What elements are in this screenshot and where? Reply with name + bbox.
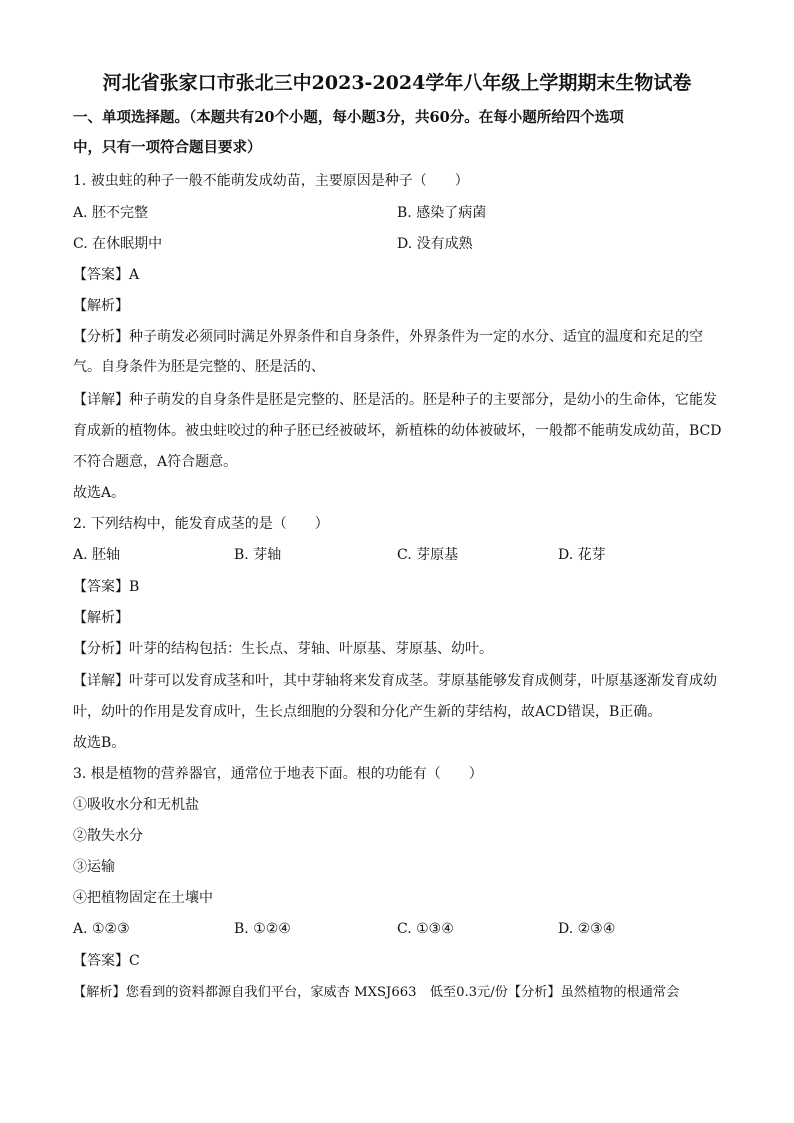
question-1-option-b: B. 感染了病菌: [397, 205, 487, 221]
question-3-stem: 3. 根是植物的营养器官，通常位于地表下面。根的功能有（ ）: [73, 766, 483, 782]
question-1-option-d: D. 没有成熟: [397, 236, 473, 252]
question-2-answer: 【答案】B: [73, 579, 140, 595]
question-2-detail-line2: 叶，幼叶的作用是发育成叶，生长点细胞的分裂和分化产生新的芽结构，故ACD错误，B正确。: [73, 704, 662, 720]
question-1-fenxi-line1: 【分析】种子萌发必须同时满足外界条件和自身条件，外界条件为一定的水分、适宜的温度和充足的空: [73, 329, 703, 345]
question-1-detail-line1: 【详解】种子萌发的自身条件是胚是完整的、胚是活的。胚是种子的主要部分，是幼小的生命体，它能发: [73, 392, 717, 408]
question-2-stem: 2. 下列结构中，能发育成茎的是（ ）: [73, 516, 329, 532]
question-1-stem: 1. 被虫蛀的种子一般不能萌发成幼苗，主要原因是种子（ ）: [73, 173, 469, 189]
question-2-option-b: B. 芽轴: [234, 547, 282, 563]
question-2-detail-line1: 【详解】叶芽可以发育成茎和叶，其中芽轴将来发育成茎。芽原基能够发育成侧芽，叶原基逐渐发育成幼: [73, 673, 717, 689]
question-2-option-c: C. 芽原基: [397, 547, 459, 563]
question-2-analysis-tag: 【解析】: [73, 610, 129, 626]
question-1-detail-line3: 不符合题意，A符合题意。: [73, 454, 238, 470]
question-3-item-4: ④把植物固定在土壤中: [73, 890, 213, 906]
question-2-option-d: D. 花芽: [558, 547, 606, 563]
question-2-conclusion: 故选B。: [73, 735, 126, 751]
question-1-option-c: C. 在休眠期中: [73, 236, 163, 252]
section-heading-line2: 中，只有一项符合题目要求）: [73, 139, 262, 156]
question-3-option-c: C. ①③④: [397, 921, 454, 937]
question-3-option-b: B. ①②④: [234, 921, 291, 937]
question-3-item-2: ②散失水分: [73, 828, 143, 844]
question-3-analysis-line: 【解析】您看到的资料都源自我们平台，家威杏 MXSJ663 低至0.3元/份【分析】虽然植物的根通常会: [73, 985, 680, 1000]
question-3-item-3: ③运输: [73, 859, 115, 875]
question-1-option-a: A. 胚不完整: [73, 205, 149, 221]
question-1-answer: 【答案】A: [73, 267, 140, 283]
question-1-detail-line2: 育成新的植物体。被虫蛀咬过的种子胚已经被破坏，新植株的幼体被破坏，一般都不能萌发成幼苗，BCD: [73, 423, 722, 439]
question-1-conclusion: 故选A。: [73, 485, 126, 501]
section-heading-line1: 一、单项选择题。（本题共有20个小题，每小题3分，共60分。在每小题所给四个选项: [73, 109, 624, 126]
question-3-answer: 【答案】C: [73, 953, 140, 969]
question-1-analysis-tag: 【解析】: [73, 298, 129, 314]
question-1-fenxi-line2: 气。自身条件为胚是完整的、胚是活的、: [73, 359, 325, 375]
question-2-fenxi-line1: 【分析】叶芽的结构包括：生长点、芽轴、叶原基、芽原基、幼叶。: [73, 641, 493, 657]
question-3-option-a: A. ①②③: [73, 921, 130, 937]
question-3-option-d: D. ②③④: [558, 921, 616, 937]
question-2-option-a: A. 胚轴: [73, 547, 121, 563]
document-title: 河北省张家口市张北三中2023-2024学年八年级上学期期末生物试卷: [102, 72, 692, 94]
question-3-item-1: ①吸收水分和无机盐: [73, 797, 199, 813]
